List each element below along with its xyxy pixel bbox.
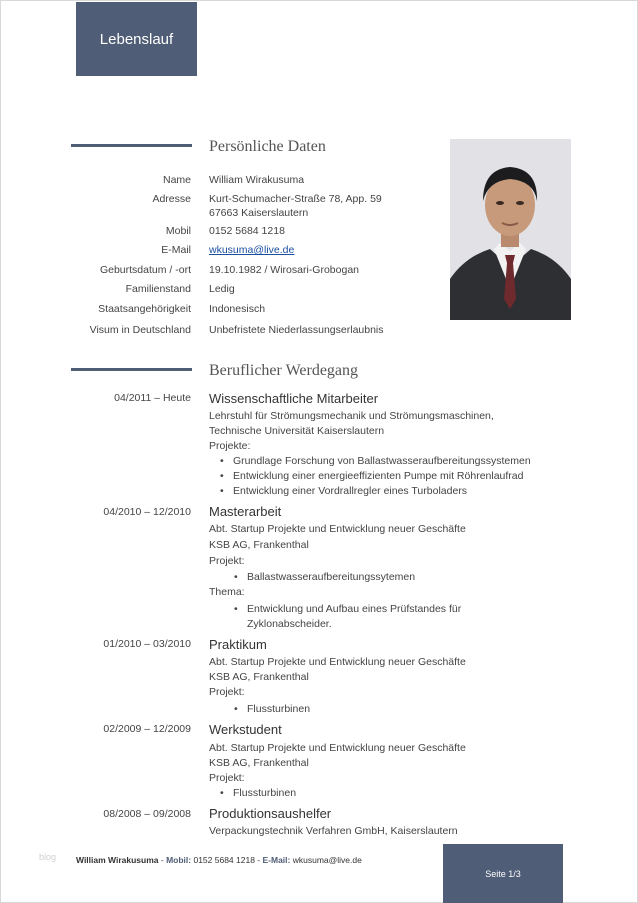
- footer-mobile-label: Mobil:: [166, 855, 192, 865]
- job-detail: Projekt:: [209, 686, 245, 698]
- job-detail: KSB AG, Frankenthal: [209, 671, 309, 683]
- job-date: 08/2008 – 09/2008: [103, 808, 191, 820]
- job-detail: Projekt:: [209, 772, 245, 784]
- job-detail: KSB AG, Frankenthal: [209, 539, 309, 551]
- job-detail: Lehrstuhl für Strömungsmechanik und Strömungsmaschinen,: [209, 410, 494, 422]
- job-date: 01/2010 – 03/2010: [103, 638, 191, 650]
- job-date: 04/2011 – Heute: [114, 392, 191, 404]
- career-section-title: Beruflicher Werdegang: [209, 362, 359, 379]
- nationality-value: Indonesisch: [209, 303, 266, 315]
- job-detail: Abt. Startup Projekte und Entwicklung neuer Geschäfte: [209, 742, 466, 754]
- portrait-image: [450, 139, 571, 320]
- header-title-box: [76, 2, 197, 76]
- job-detail: Thema:: [209, 586, 245, 598]
- job-title: Produktionsaushelfer: [209, 806, 332, 821]
- job-title: Masterarbeit: [209, 504, 282, 519]
- job-detail: Projekte:: [209, 440, 251, 452]
- mobile-value: 0152 5684 1218: [209, 225, 285, 237]
- career-section-rule: [71, 368, 192, 371]
- mobile-label: Mobil: [165, 225, 191, 237]
- visa-value: Unbefristete Niederlassungserlaubnis: [209, 324, 384, 336]
- job-detail: Abt. Startup Projekte und Entwicklung neuer Geschäfte: [209, 656, 466, 668]
- job-bullet: • Flussturbinen: [220, 787, 297, 799]
- job-bullet: • Entwicklung einer Vordrallregler eines Turboladers: [220, 485, 468, 497]
- job-bullet-cont: Zyklonabscheider.: [247, 618, 332, 630]
- email-link[interactable]: wkusuma@live.de: [209, 244, 295, 256]
- address-label: Adresse: [152, 193, 191, 205]
- address-value-line2: 67663 Kaiserslautern: [209, 207, 309, 219]
- birth-value: 19.10.1982 / Wirosari-Grobogan: [209, 264, 359, 276]
- job-bullet: • Entwicklung einer energieeffizienten Pumpe mit Röhrenlaufrad: [220, 470, 524, 482]
- job-detail: Projekt:: [209, 555, 245, 567]
- job-detail: KSB AG, Frankenthal: [209, 757, 309, 769]
- footer-email-label: E-Mail:: [262, 855, 291, 865]
- job-title: Wissenschaftliche Mitarbeiter: [209, 391, 379, 406]
- watermark: blog: [39, 852, 57, 862]
- job-detail: Technische Universität Kaiserslautern: [209, 425, 385, 437]
- job-bullet: • Grundlage Forschung von Ballastwasseraufbereitungssystemen: [220, 455, 531, 467]
- personal-section-title: Persönliche Daten: [209, 138, 326, 155]
- personal-section-rule: [71, 144, 192, 147]
- job-title: Werkstudent: [209, 722, 282, 737]
- job-detail: Abt. Startup Projekte und Entwicklung neuer Geschäfte: [209, 523, 466, 535]
- page-number: Seite 1/3: [485, 868, 521, 879]
- job-bullet: • Ballastwasseraufbereitungssytemen: [234, 571, 416, 583]
- profile-photo: [450, 139, 571, 320]
- footer-mobile: 0152 5684 1218: [191, 855, 255, 865]
- birth-label: Geburtsdatum / -ort: [99, 264, 191, 276]
- footer-email: wkusuma@live.de: [290, 855, 362, 865]
- footer-contact: [76, 855, 362, 865]
- footer-name: William Wirakusuma: [76, 855, 159, 865]
- job-date: 02/2009 – 12/2009: [103, 723, 191, 735]
- visa-label: Visum in Deutschland: [89, 324, 191, 336]
- footer-page-box: [443, 844, 563, 903]
- job-detail: Verpackungstechnik Verfahren GmbH, Kaiserslautern: [209, 825, 458, 837]
- email-label: E-Mail: [161, 244, 191, 256]
- header-title: Lebenslauf: [99, 30, 174, 48]
- nationality-label: Staatsangehörigkeit: [98, 303, 191, 315]
- job-title: Praktikum: [209, 637, 267, 652]
- name-label: Name: [162, 174, 191, 186]
- job-bullet: • Flussturbinen: [234, 703, 311, 715]
- footer-separator: -: [158, 855, 167, 865]
- job-date: 04/2010 – 12/2010: [103, 506, 191, 518]
- job-bullet: • Entwicklung und Aufbau eines Prüfstandes für: [234, 603, 462, 615]
- name-value: William Wirakusuma: [209, 174, 305, 186]
- address-value: Kurt-Schumacher-Straße 78, App. 59: [209, 193, 382, 205]
- marital-value: Ledig: [209, 283, 235, 295]
- marital-label: Familienstand: [125, 283, 191, 295]
- footer-separator: -: [254, 855, 263, 865]
